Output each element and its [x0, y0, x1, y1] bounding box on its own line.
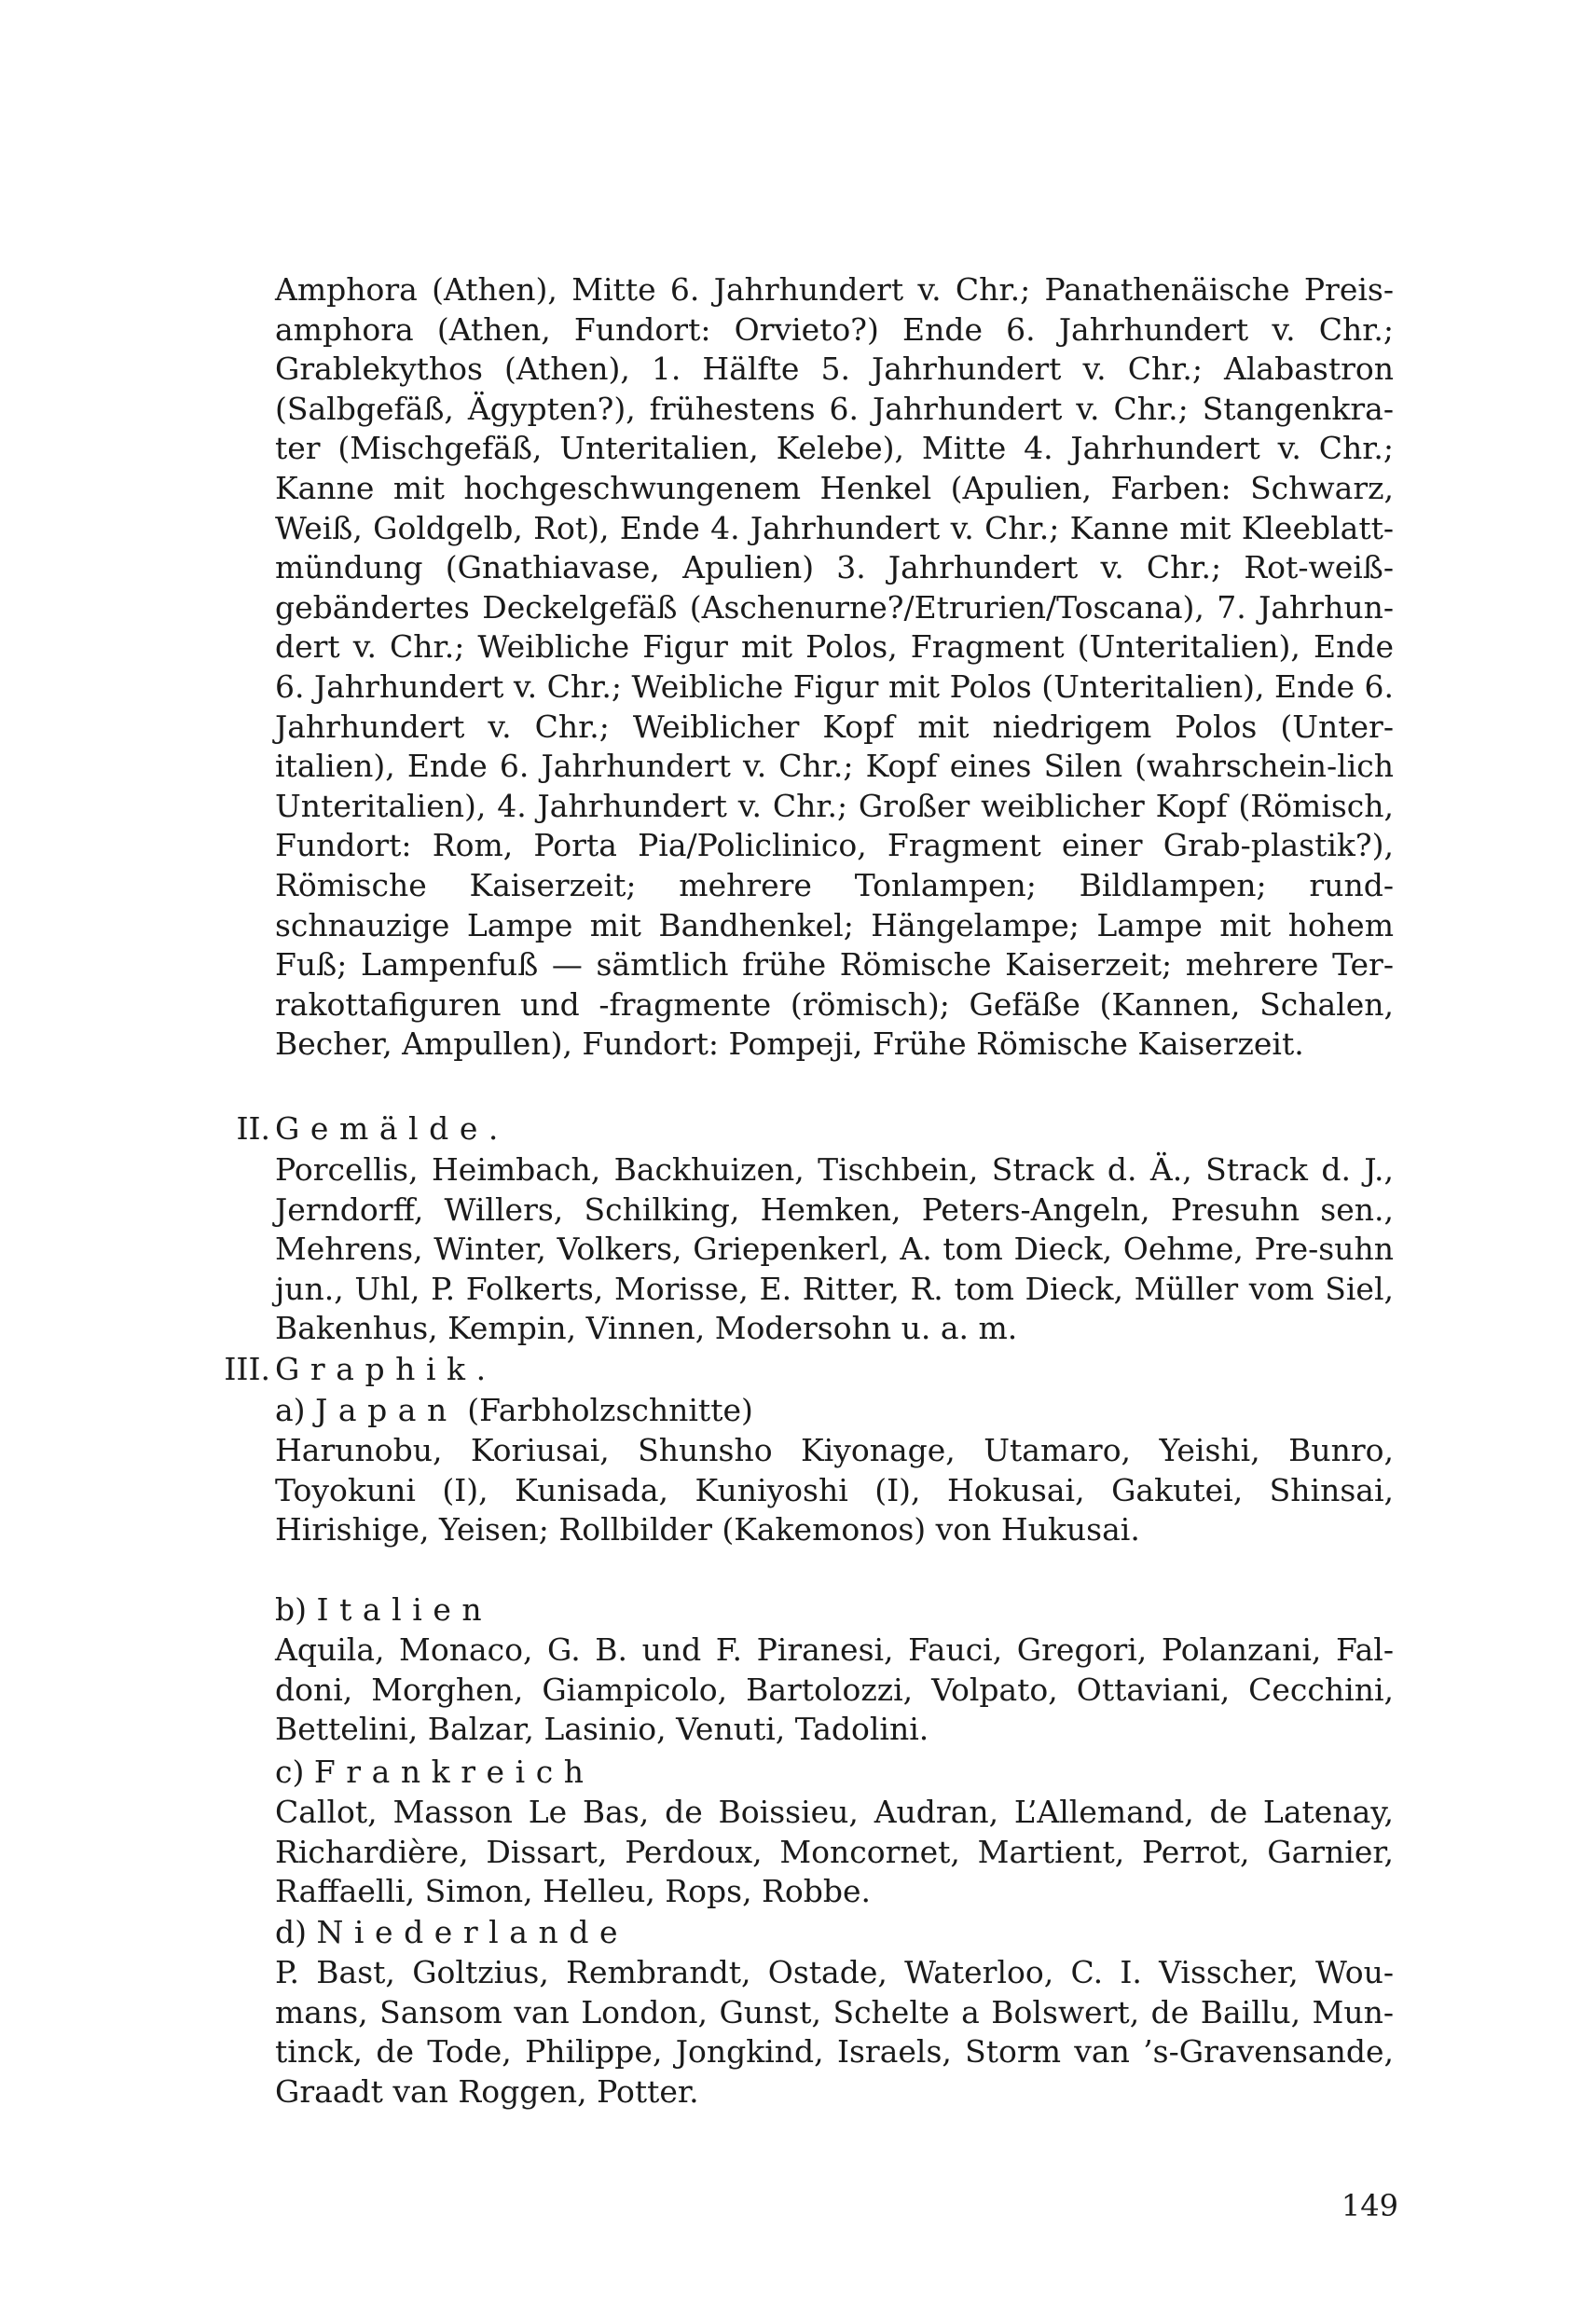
section-body: Porcellis, Heimbach, Backhuizen, Tischbein, Strack d. Ä., Strack d. J., Jerndorff, Willers, Schilking, Hemken, Peters-Angeln, Presuhn sen., Mehrens, Winter, Volkers, Griepenkerl, A. tom Dieck, Oehme, Pre-suhn jun., Uhl, P. Folkerts, Morisse, E. Ritter, R. tom Dieck, Müller vom Siel, Bakenhus, Kempin, Vinnen, Modersohn u. a. m.	[275, 1151, 1394, 1347]
subsection-letter: a)	[275, 1392, 306, 1428]
section-number: II.	[236, 1110, 270, 1147]
subsection-title: Japan	[315, 1392, 458, 1428]
subsection-heading-frankreich	[275, 1753, 595, 1793]
subsection-body-japan: Harunobu, Koriusai, Shunsho Kiyonage, Utamaro, Yeishi, Bunro, Toyokuni (I), Kunisada, Kuniyoshi (I), Hokusai, Gakutei, Shinsai, Hirishige, Yeisen; Rollbilder (Kakemonos) von Hukusai.	[275, 1432, 1394, 1548]
subsection-body-italien: Aquila, Monaco, G. B. und F. Piranesi, Fauci, Gregori, Polanzani, Fal-doni, Morghen, Giampicolo, Bartolozzi, Volpato, Ottaviani, Cecchini, Bettelini, Balzar, Lasinio, Venuti, Tadolini.	[275, 1631, 1394, 1748]
subsection-body-niederlande: P. Bast, Goltzius, Rembrandt, Ostade, Waterloo, C. I. Visscher, Wou-mans, Sansom van London, Gunst, Schelte a Bolswert, de Baillu, Mun-tinck, de Tode, Philippe, Jongkind, Israels, Storm van ’s-Gravensande, Graadt van Roggen, Potter.	[275, 1954, 1394, 2110]
page-number: 149	[1341, 2188, 1398, 2223]
intro-paragraph: Amphora (Athen), Mitte 6. Jahrhundert v. Chr.; Panathenäische Preis-amphora (Athen, Fundort: Orvieto?) Ende 6. Jahrhundert v. Chr.; Grablekythos (Athen), 1. Hälfte 5. Jahrhundert v. Chr.; Alabastron (Salbgefäß, Ägypten?), frühestens 6. Jahrhundert v. Chr.; Stangenkra-ter (Mischgefäß, Unteritalien, Kelebe), Mitte 4. Jahrhundert v. Chr.; Kanne mit hochgeschwungenem Henkel (Apulien, Farben: Schwarz, Weiß, Goldgelb, Rot), Ende 4. Jahrhundert v. Chr.; Kanne mit Kleeblatt-mündung (Gnathiavase, Apulien) 3. Jahrhundert v. Chr.; Rot-weiß-gebändertes Deckelgefäß (Aschenurne?/Etrurien/Toscana), 7. Jahrhun-dert v. Chr.; Weibliche Figur mit Polos, Fragment (Unteritalien), Ende 6. Jahrhundert v. Chr.; Weibliche Figur mit Polos (Unteritalien), Ende 6. Jahrhundert v. Chr.; Weiblicher Kopf mit niedrigem Polos (Unter-italien), Ende 6. Jahrhundert v. Chr.; Kopf eines Silen (wahrschein-lich Unteritalien), 4. Jahrhundert v. Chr.; Großer weiblicher Kopf (Römisch, Fundort: Rom, Porta Pia/Policlinico, Fragment einer Grab-plastik?), Römische Kaiserzeit; mehrere Tonlampen; Bildlampen; rund-schnauzige Lampe mit Bandhenkel; Hängelampe; Lampe mit hohem Fuß; Lampenfuß — sämtlich frühe Römische Kaiserzeit; mehrere Ter-rakottafiguren und -fragmente (römisch); Gefäße (Kannen, Schalen, Becher, Ampullen), Fundort: Pompeji, Frühe Römische Kaiserzeit.	[275, 271, 1394, 1063]
section-gemaelde	[168, 1109, 1398, 1347]
subsection-title: Niederlande	[316, 1914, 629, 1950]
subsection-heading-niederlande	[275, 1913, 628, 1953]
section-number: III.	[224, 1351, 270, 1387]
section-heading: Graphik.	[275, 1351, 497, 1387]
subsection-letter: d)	[275, 1914, 307, 1950]
subsection-body-frankreich: Callot, Masson Le Bas, de Boissieu, Audran, L’Allemand, de Latenay, Richardière, Dissart, Perdoux, Moncornet, Martient, Perrot, Garnier, Raffaelli, Simon, Helleu, Rops, Robbe.	[275, 1794, 1394, 1910]
subsection-note: (Farbholzschnitte)	[467, 1392, 753, 1428]
subsection-heading-japan	[275, 1391, 753, 1431]
section-graphik	[168, 1350, 1398, 2170]
subsection-title: Italien	[316, 1591, 493, 1628]
subsection-heading-italien	[275, 1590, 492, 1631]
section-heading: Gemälde.	[275, 1110, 509, 1147]
subsection-letter: b)	[275, 1591, 307, 1628]
subsection-letter: c)	[275, 1754, 305, 1790]
subsection-title: Frankreich	[313, 1754, 595, 1790]
